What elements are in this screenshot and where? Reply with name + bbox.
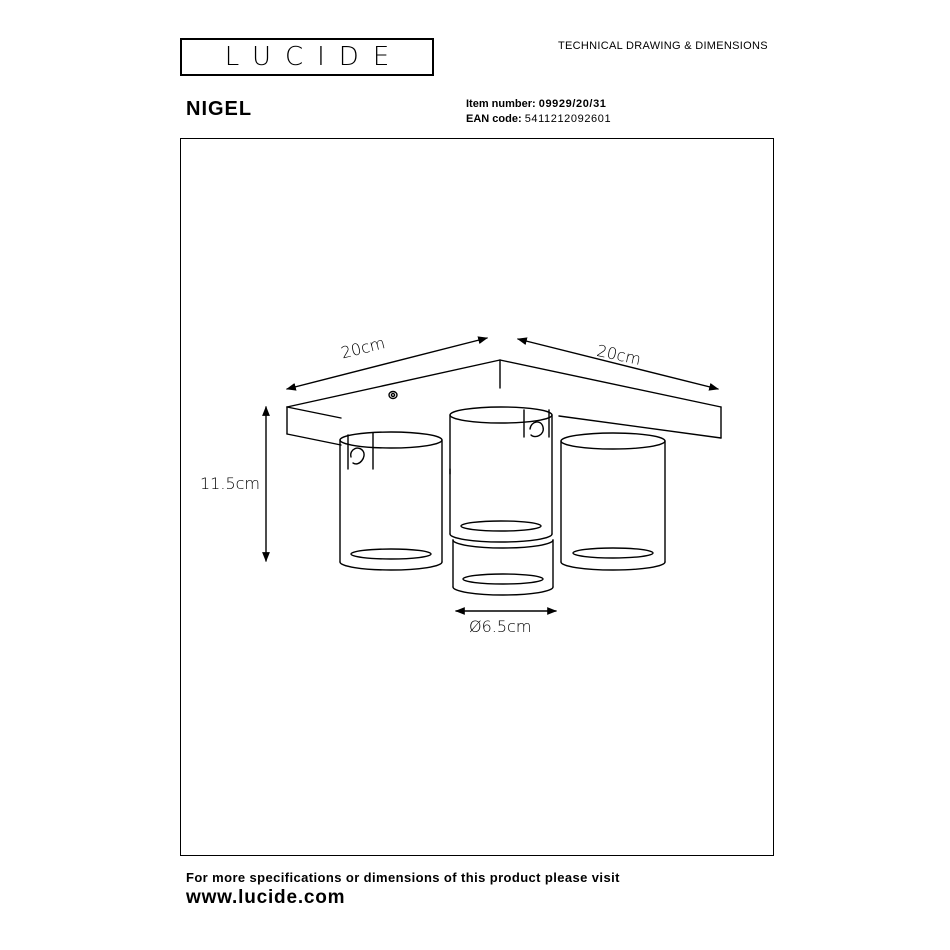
left-spot (340, 432, 442, 570)
ean-label: EAN code: (466, 113, 522, 125)
width-dimension-label: 20cm (339, 333, 388, 363)
center-spot (450, 407, 552, 542)
brand-logo (180, 38, 434, 76)
diameter-dimension-label: Ø6.5cm (469, 617, 532, 636)
item-number-value: 09929/20/31 (538, 98, 607, 110)
depth-dimension-label: 20cm (595, 341, 643, 369)
product-identifiers (466, 97, 611, 127)
website-link[interactable]: www.lucide.com (186, 887, 346, 908)
product-name: NIGEL (186, 98, 253, 120)
document-type: TECHNICAL DRAWING & DIMENSIONS (558, 40, 768, 52)
width-dimension-line (287, 338, 487, 389)
height-dimension-label: 11.5cm (200, 474, 261, 493)
footer-note: For more specifications or dimensions of this product please visit (186, 870, 620, 885)
ean-row (466, 112, 611, 127)
ean-value: 5411212092601 (524, 113, 612, 125)
item-number-label: Item number: (466, 98, 536, 110)
technical-drawing-frame (180, 138, 774, 856)
product-line-drawing (181, 139, 773, 855)
center-spot-sleeve (453, 540, 553, 595)
brand-logo-text: LUCIDE (224, 42, 404, 72)
back-bracket (524, 410, 549, 437)
item-number-row (466, 97, 611, 112)
right-spot (561, 433, 665, 570)
